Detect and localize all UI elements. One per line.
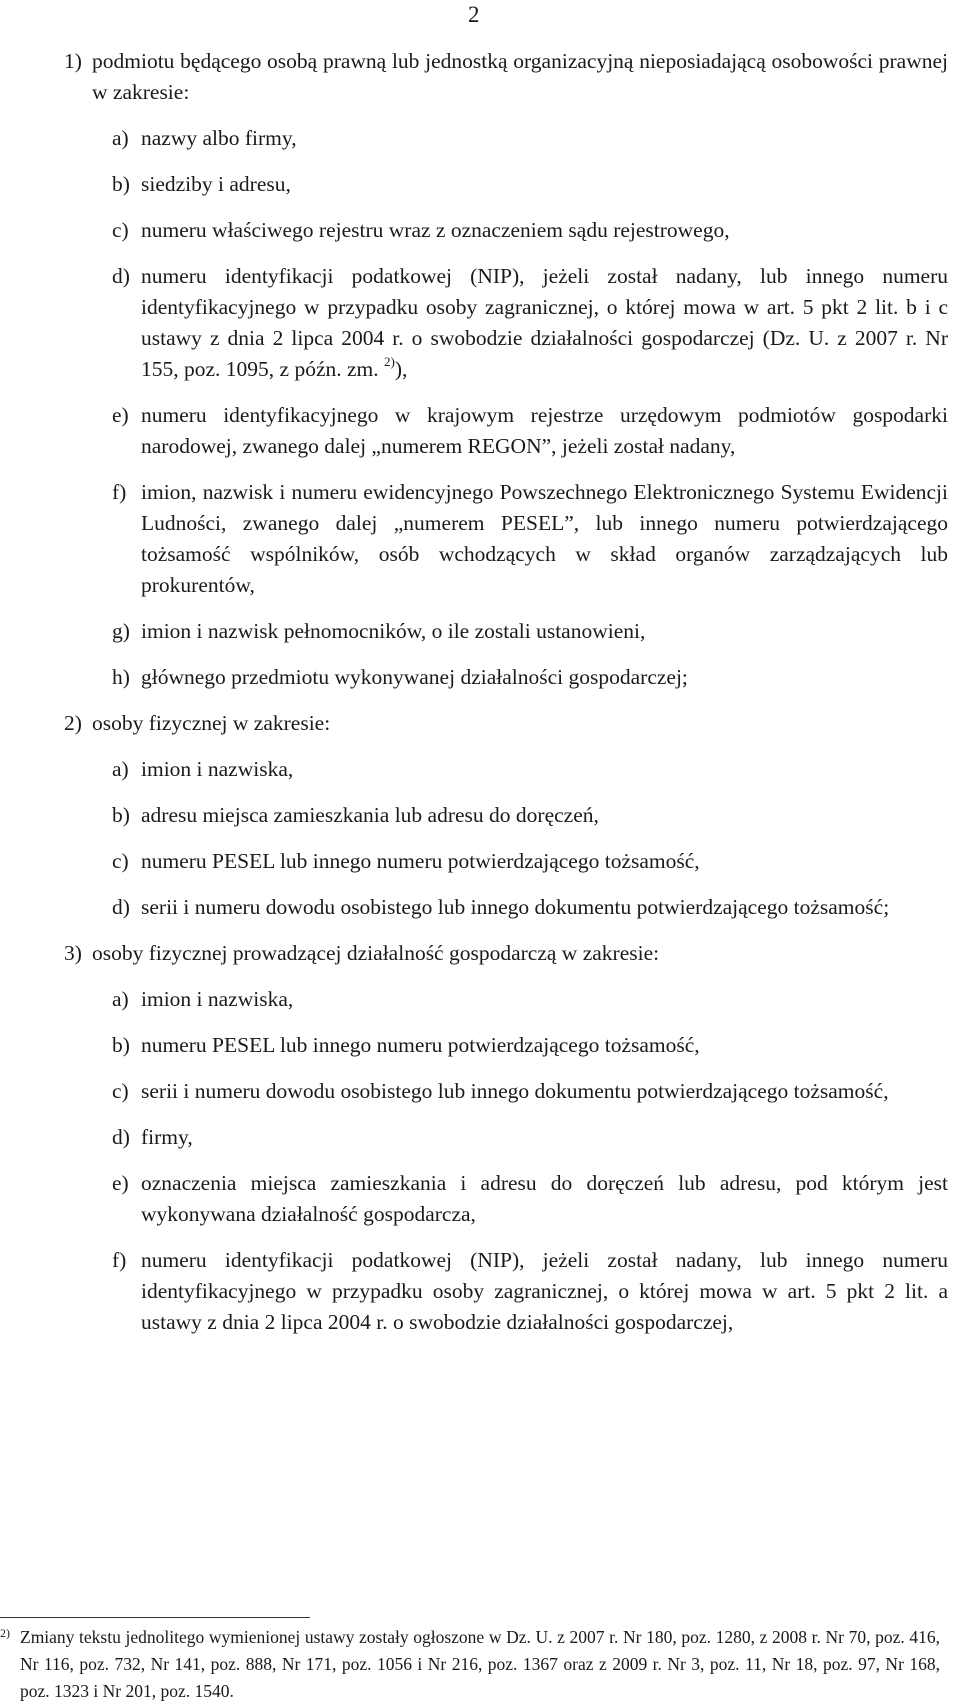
list-marker: a)	[112, 757, 129, 781]
list-item-point	[0, 708, 960, 739]
list-marker: c)	[112, 1079, 129, 1103]
list-text: adresu miejsca zamieszkania lub adresu do doręczeń,	[141, 803, 599, 827]
list-marker: 1)	[64, 49, 82, 73]
footnote	[0, 1624, 940, 1705]
list-marker: d)	[112, 895, 130, 919]
list-item-subpoint	[0, 477, 960, 601]
list-marker: a)	[112, 126, 129, 150]
list-text: numeru PESEL lub innego numeru potwierdzającego tożsamość,	[141, 1033, 700, 1057]
list-text: imion, nazwisk i numeru ewidencyjnego Powszechnego Elektronicznego Systemu Ewidencji Ludności, zwanego dalej „numerem PESEL”, lub innego numeru potwierdzającego tożsamość wspólników, osób wchodzących w skład organów zarządzających lub prokurentów,	[141, 480, 948, 597]
page-number: 2	[468, 2, 480, 27]
list-item-subpoint	[0, 800, 960, 831]
list-marker: e)	[112, 403, 129, 427]
list-item-subpoint	[0, 616, 960, 647]
list-marker: f)	[112, 1248, 127, 1272]
list-item-subpoint	[0, 261, 960, 385]
footnote-marker: 2)	[0, 1626, 10, 1640]
list-text: siedziby i adresu,	[141, 172, 291, 196]
list-item-subpoint	[0, 1168, 960, 1230]
list-text: osoby fizycznej prowadzącej działalność gospodarczą w zakresie:	[92, 941, 660, 965]
list-item-subpoint	[0, 1122, 960, 1153]
list-item-subpoint	[0, 984, 960, 1015]
footnote-reference: 2)	[384, 353, 395, 369]
list-marker: d)	[112, 1125, 130, 1149]
list-text: numeru identyfikacji podatkowej (NIP), jeżeli został nadany, lub innego numeru identyfikacyjnego w przypadku osoby zagranicznej, o której mowa w art. 5 pkt 2 lit. b i c ustawy z dnia 2 lipca 2004 r. o swobodzie działalności gospodarczej (Dz. U. z 2007 r. Nr 155, poz. 1095, z późn. zm.	[141, 264, 948, 381]
footnote-text: Zmiany tekstu jednolitego wymienionej ustawy zostały ogłoszone w Dz. U. z 2007 r. Nr 180, poz. 1280, z 2008 r. Nr 70, poz. 416, Nr 116, poz. 732, Nr 141, poz. 888, Nr 171, poz. 1056 i Nr 216, poz. 1367 oraz z 2009 r. Nr 3, poz. 11, Nr 18, poz. 97, Nr 168, poz. 1323 i Nr 201, poz. 1540.	[20, 1627, 940, 1701]
footnote-separator	[0, 1617, 310, 1618]
list-text: numeru identyfikacji podatkowej (NIP), jeżeli został nadany, lub innego numeru identyfikacyjnego w przypadku osoby zagranicznej, o której mowa w art. 5 pkt 2 lit. a ustawy z dnia 2 lipca 2004 r. o swobodzie działalności gospodarczej,	[141, 1248, 948, 1334]
list-marker: 3)	[64, 941, 82, 965]
list-marker: 2)	[64, 711, 82, 735]
list-text: nazwy albo firmy,	[141, 126, 297, 150]
list-item-subpoint	[0, 846, 960, 877]
list-item-subpoint	[0, 754, 960, 785]
list-marker: a)	[112, 987, 129, 1011]
list-text: numeru identyfikacyjnego w krajowym rejestrze urzędowym podmiotów gospodarki narodowej, zwanego dalej „numerem REGON”, jeżeli został nadany,	[141, 403, 948, 458]
list-marker: b)	[112, 1033, 130, 1057]
list-text: imion i nazwiska,	[141, 987, 294, 1011]
list-item-point	[0, 938, 960, 969]
list-item-subpoint	[0, 169, 960, 200]
list-item-point	[0, 46, 960, 108]
list-text: numeru właściwego rejestru wraz z oznaczeniem sądu rejestrowego,	[141, 218, 730, 242]
list-marker: b)	[112, 803, 130, 827]
list-marker: c)	[112, 218, 129, 242]
list-text: głównego przedmiotu wykonywanej działalności gospodarczej;	[141, 665, 688, 689]
list-marker: c)	[112, 849, 129, 873]
list-text: serii i numeru dowodu osobistego lub innego dokumentu potwierdzającego tożsamość,	[141, 1079, 889, 1103]
list-item-subpoint	[0, 1245, 960, 1338]
list-text: imion i nazwisk pełnomocników, o ile zostali ustanowieni,	[141, 619, 646, 643]
list-marker: h)	[112, 665, 130, 689]
list-item-subpoint	[0, 1076, 960, 1107]
list-marker: g)	[112, 619, 130, 643]
list-text-tail: ),	[394, 357, 408, 381]
list-text: serii i numeru dowodu osobistego lub innego dokumentu potwierdzającego tożsamość;	[141, 895, 890, 919]
list-item-subpoint	[0, 215, 960, 246]
list-marker: d)	[112, 264, 130, 288]
list-item-subpoint	[0, 400, 960, 462]
list-text: oznaczenia miejsca zamieszkania i adresu do doręczeń lub adresu, pod którym jest wykonywana działalność gospodarcza,	[141, 1171, 948, 1226]
list-marker: e)	[112, 1171, 129, 1195]
list-text: imion i nazwiska,	[141, 757, 294, 781]
list-item-subpoint	[0, 123, 960, 154]
list-text: numeru PESEL lub innego numeru potwierdzającego tożsamość,	[141, 849, 700, 873]
list-marker: f)	[112, 480, 127, 504]
list-item-subpoint	[0, 662, 960, 693]
list-text: podmiotu będącego osobą prawną lub jednostką organizacyjną nieposiadającą osobowości prawnej w zakresie:	[92, 49, 948, 104]
list-marker: b)	[112, 172, 130, 196]
list-item-subpoint	[0, 892, 960, 923]
list-text: firmy,	[141, 1125, 193, 1149]
list-item-subpoint	[0, 1030, 960, 1061]
document-body	[0, 46, 960, 1353]
list-text: osoby fizycznej w zakresie:	[92, 711, 331, 735]
